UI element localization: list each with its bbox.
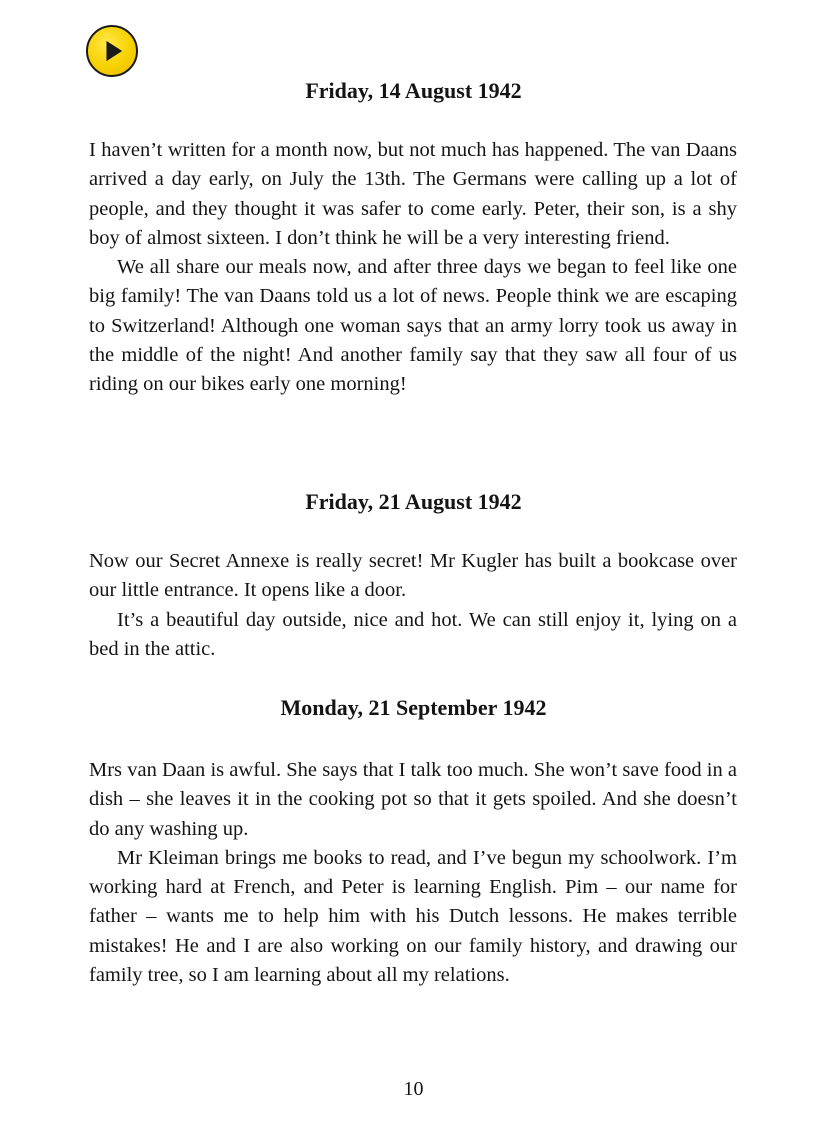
audio-play-button[interactable] xyxy=(86,25,138,77)
play-icon xyxy=(88,27,136,75)
entry-body xyxy=(89,136,737,400)
page-number: 10 xyxy=(403,1078,424,1100)
entry-paragraph: Now our Secret Annexe is really secret! Mr Kugler has built a bookcase over our little entrance. It opens like a door. xyxy=(89,550,737,602)
entry-body xyxy=(89,547,737,664)
entry-paragraph: Mr Kleiman brings me books to read, and I’ve begun my schoolwork. I’m working hard at French, and Peter is learning English. Pim – our name for father – wants me to help him with his Dutch lessons. He makes terrible mistakes! He and I are also working on our family history, and drawing our family tree, so I am learning about all my relations. xyxy=(89,846,737,987)
entry-paragraph: I haven’t written for a month now, but not much has happened. The van Daans arrived a day early, on July the 13th. The Germans were calling up a lot of people, and they thought it was safer to come early. Peter, their son, is a shy boy of almost sixteen. I don’t think he will be a very interesting friend. xyxy=(89,139,737,249)
entry-date-heading: Monday, 21 September 1942 xyxy=(280,695,547,720)
entry-paragraph: It’s a beautiful day outside, nice and hot. We can still enjoy it, lying on a bed in the attic. xyxy=(89,608,737,660)
entry-body xyxy=(89,756,737,990)
entry-paragraph: We all share our meals now, and after three days we began to feel like one big family! The van Daans told us a lot of news. People think we are escaping to Switzerland! Although one woman says that an army lorry took us away in the middle of the night! And another family say that they saw all four of us riding on our bikes early one morning! xyxy=(89,256,737,396)
entry-paragraph: Mrs van Daan is awful. She says that I talk too much. She won’t save food in a dish – she leaves it in the cooking pot so that it gets spoiled. And she doesn’t do any washing up. xyxy=(89,759,737,840)
entry-date-heading: Friday, 14 August 1942 xyxy=(305,78,522,103)
entry-date-heading: Friday, 21 August 1942 xyxy=(305,489,522,514)
